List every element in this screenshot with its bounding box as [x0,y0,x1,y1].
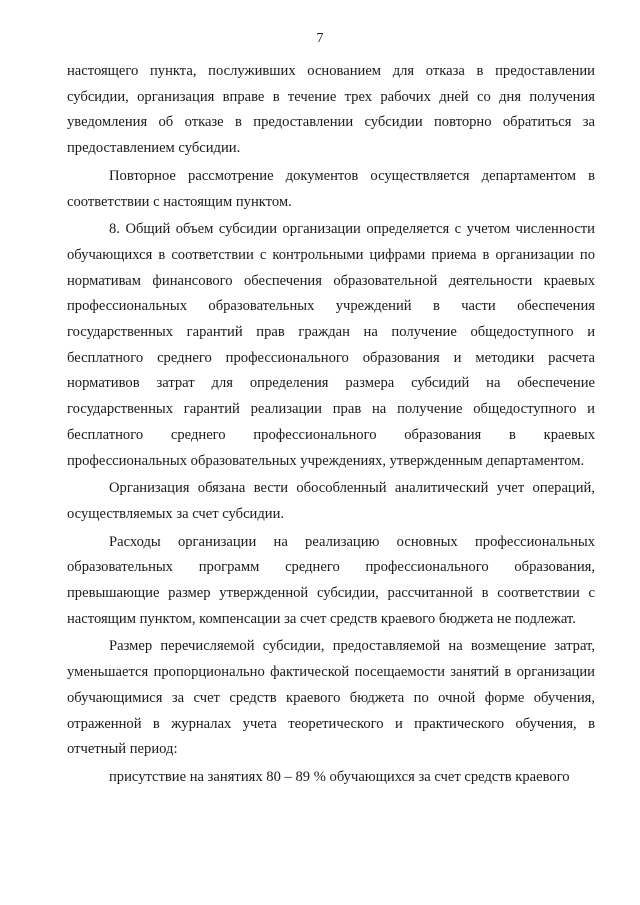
paragraph-subsidy-reduction: Размер перечисляемой субсидии, предоставляемой на возмещение затрат, уменьшается пропорционально фактической посещаемости занятий в организации обучающимися за счет средств краевого бюджета по очной форме обучения, отраженной в журналах учета теоретического и практического обучения, в отчетный период: [67,638,595,758]
paragraph-separate-accounting: Организация обязана вести обособленный аналитический учет операций, осуществляемых за счет субсидии. [67,480,595,522]
paragraph-attendance-80-89: присутствие на занятиях 80 – 89 % обучающихся за счет средств краевого [109,768,570,785]
paragraph-refusal-continuation: настоящего пункта, послуживших основанием для отказа в предоставлении субсидии, организация вправе в течение трех рабочих дней со дня получения уведомления об отказе в предоставлении субсидии повторно обратиться за предоставлением субсидии. [67,63,595,157]
paragraph-repeat-review: Повторное рассмотрение документов осуществляется департаментом в соответствии с настоящим пунктом. [67,167,595,210]
paragraph-item-8-subsidy-volume: 8. Общий объем субсидии организации определяется с учетом численности обучающихся в соответствии с контрольными цифрами приема в организации по нормативам финансового обеспечения образовательной деятельности краевых профессиональных образовательных учреждений в части обеспечения государственных гарантий прав граждан на получение общедоступного и бесплатного среднего профессионального образования и методики расчета нормативов затрат для определения размера субсидий на обеспечение государственных гарантий реализации прав на получение общедоступного и бесплатного среднего профессионального образования в краевых профессиональных образовательных учреждениях, утвержденным департаментом. [67,221,595,469]
page-number: 7 [316,31,324,46]
document-body [67,59,595,791]
paragraph-excess-expenses: Расходы организации на реализацию основных профессиональных образовательных программ среднего профессионального образования, превышающие размер утвержденной субсидии, рассчитанной в соответствии с настоящим пунктом, компенсации за счет средств краевого бюджета не подлежат. [67,533,595,627]
